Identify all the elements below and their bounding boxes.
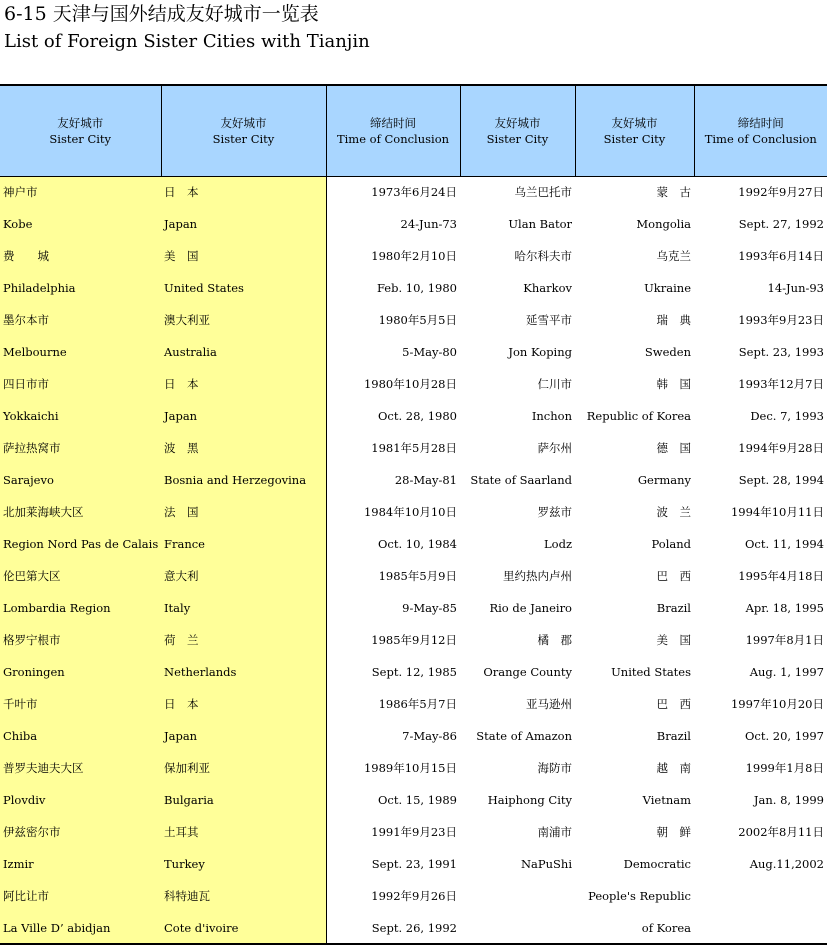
header-row bbox=[0, 85, 827, 176]
sister-city-cell: 千叶市 bbox=[0, 688, 161, 720]
header-time-of-conclusion-1 bbox=[326, 85, 460, 176]
sister-city-cell: 亚马逊州 bbox=[460, 688, 575, 720]
table-row bbox=[0, 176, 827, 208]
conclusion-date-cell: 1994年10月11日 bbox=[694, 496, 827, 528]
table-row bbox=[0, 784, 827, 816]
country-cell: Democratic bbox=[575, 848, 694, 880]
header-sister-city-1 bbox=[0, 85, 161, 176]
country-cell: Poland bbox=[575, 528, 694, 560]
table-row bbox=[0, 464, 827, 496]
country-cell: 乌克兰 bbox=[575, 240, 694, 272]
country-cell: Netherlands bbox=[161, 656, 326, 688]
conclusion-date-cell: Aug. 1, 1997 bbox=[694, 656, 827, 688]
sister-city-cell: Melbourne bbox=[0, 336, 161, 368]
sister-city-cell: NaPuShi bbox=[460, 848, 575, 880]
sister-city-cell: 乌兰巴托市 bbox=[460, 176, 575, 208]
country-cell: Cote d'ivoire bbox=[161, 912, 326, 944]
sister-city-cell: 四日市市 bbox=[0, 368, 161, 400]
country-cell: 波 兰 bbox=[575, 496, 694, 528]
country-cell: 日 本 bbox=[161, 688, 326, 720]
conclusion-date-cell: Sept. 26, 1992 bbox=[326, 912, 460, 944]
table-row bbox=[0, 624, 827, 656]
country-cell: 法 国 bbox=[161, 496, 326, 528]
sister-city-cell: 神户市 bbox=[0, 176, 161, 208]
sister-city-cell: Groningen bbox=[0, 656, 161, 688]
sister-city-cell: Region Nord Pas de Calais bbox=[0, 528, 161, 560]
table-header bbox=[0, 85, 827, 176]
header-sister-city-2 bbox=[161, 85, 326, 176]
header-label-zh: 友好城市 bbox=[0, 115, 161, 131]
table-row bbox=[0, 208, 827, 240]
country-cell: Brazil bbox=[575, 720, 694, 752]
country-cell: Italy bbox=[161, 592, 326, 624]
country-cell: 韩 国 bbox=[575, 368, 694, 400]
header-label-en: Time of Conclusion bbox=[695, 131, 827, 147]
country-cell: Turkey bbox=[161, 848, 326, 880]
sister-city-cell: 南浦市 bbox=[460, 816, 575, 848]
sister-city-cell: 橘 郡 bbox=[460, 624, 575, 656]
header-sister-city-4 bbox=[575, 85, 694, 176]
table-row bbox=[0, 752, 827, 784]
conclusion-date-cell: Oct. 28, 1980 bbox=[326, 400, 460, 432]
sister-city-cell: 萨尔州 bbox=[460, 432, 575, 464]
sister-city-cell: Inchon bbox=[460, 400, 575, 432]
country-cell: Japan bbox=[161, 208, 326, 240]
conclusion-date-cell: 1973年6月24日 bbox=[326, 176, 460, 208]
table-row bbox=[0, 816, 827, 848]
table-row bbox=[0, 560, 827, 592]
sister-city-cell: Philadelphia bbox=[0, 272, 161, 304]
conclusion-date-cell: Dec. 7, 1993 bbox=[694, 400, 827, 432]
country-cell: 朝 鲜 bbox=[575, 816, 694, 848]
sister-city-cell: Ulan Bator bbox=[460, 208, 575, 240]
country-cell: 越 南 bbox=[575, 752, 694, 784]
country-cell: 美 国 bbox=[575, 624, 694, 656]
country-cell: 土耳其 bbox=[161, 816, 326, 848]
conclusion-date-cell bbox=[694, 880, 827, 912]
conclusion-date-cell: Sept. 28, 1994 bbox=[694, 464, 827, 496]
country-cell: Brazil bbox=[575, 592, 694, 624]
sister-city-cell: Kharkov bbox=[460, 272, 575, 304]
table-row bbox=[0, 272, 827, 304]
conclusion-date-cell: Sept. 23, 1991 bbox=[326, 848, 460, 880]
sister-city-cell: Kobe bbox=[0, 208, 161, 240]
sister-city-cell bbox=[460, 880, 575, 912]
country-cell: Japan bbox=[161, 720, 326, 752]
conclusion-date-cell: Oct. 11, 1994 bbox=[694, 528, 827, 560]
table-body bbox=[0, 176, 827, 944]
country-cell: 日 本 bbox=[161, 176, 326, 208]
sister-city-cell: Yokkaichi bbox=[0, 400, 161, 432]
header-label-zh: 友好城市 bbox=[162, 115, 326, 131]
country-cell: United States bbox=[575, 656, 694, 688]
conclusion-date-cell: 1992年9月27日 bbox=[694, 176, 827, 208]
table-row bbox=[0, 368, 827, 400]
country-cell: Republic of Korea bbox=[575, 400, 694, 432]
country-cell: Vietnam bbox=[575, 784, 694, 816]
table-row bbox=[0, 528, 827, 560]
sister-city-cell: Lodz bbox=[460, 528, 575, 560]
sister-city-cell: 罗兹市 bbox=[460, 496, 575, 528]
sister-city-cell: State of Amazon bbox=[460, 720, 575, 752]
sister-city-cell: Rio de Janeiro bbox=[460, 592, 575, 624]
conclusion-date-cell: 1991年9月23日 bbox=[326, 816, 460, 848]
table-row bbox=[0, 912, 827, 944]
conclusion-date-cell: Oct. 15, 1989 bbox=[326, 784, 460, 816]
conclusion-date-cell: Sept. 27, 1992 bbox=[694, 208, 827, 240]
conclusion-date-cell: Oct. 10, 1984 bbox=[326, 528, 460, 560]
sister-city-cell: 延雪平市 bbox=[460, 304, 575, 336]
header-label-en: Sister City bbox=[162, 131, 326, 147]
sister-city-cell: 普罗夫迪夫大区 bbox=[0, 752, 161, 784]
conclusion-date-cell: Sept. 12, 1985 bbox=[326, 656, 460, 688]
table-row bbox=[0, 656, 827, 688]
sister-cities-table bbox=[0, 84, 827, 945]
country-cell: 巴 西 bbox=[575, 688, 694, 720]
sister-city-cell: Sarajevo bbox=[0, 464, 161, 496]
sister-city-cell: La Ville D’ abidjan bbox=[0, 912, 161, 944]
conclusion-date-cell: 1995年4月18日 bbox=[694, 560, 827, 592]
table-row bbox=[0, 240, 827, 272]
conclusion-date-cell: 1993年12月7日 bbox=[694, 368, 827, 400]
conclusion-date-cell: 2002年8月11日 bbox=[694, 816, 827, 848]
sister-city-cell: 里约热内卢州 bbox=[460, 560, 575, 592]
table-row bbox=[0, 496, 827, 528]
header-label-en: Sister City bbox=[576, 131, 694, 147]
conclusion-date-cell: 1999年1月8日 bbox=[694, 752, 827, 784]
conclusion-date-cell: 1989年10月15日 bbox=[326, 752, 460, 784]
conclusion-date-cell: Aug.11,2002 bbox=[694, 848, 827, 880]
conclusion-date-cell: Jan. 8, 1999 bbox=[694, 784, 827, 816]
country-cell: 美 国 bbox=[161, 240, 326, 272]
country-cell: Australia bbox=[161, 336, 326, 368]
country-cell: Bosnia and Herzegovina bbox=[161, 464, 326, 496]
sister-city-cell bbox=[460, 912, 575, 944]
sister-city-cell: 阿比让市 bbox=[0, 880, 161, 912]
conclusion-date-cell: 1984年10月10日 bbox=[326, 496, 460, 528]
header-label-zh: 缔结时间 bbox=[695, 115, 827, 131]
conclusion-date-cell: Sept. 23, 1993 bbox=[694, 336, 827, 368]
country-cell: Ukraine bbox=[575, 272, 694, 304]
sister-city-cell: 北加莱海峡大区 bbox=[0, 496, 161, 528]
country-cell: 日 本 bbox=[161, 368, 326, 400]
sister-city-cell: 伦巴第大区 bbox=[0, 560, 161, 592]
sister-city-cell: 哈尔科夫市 bbox=[460, 240, 575, 272]
sister-city-cell: 费 城 bbox=[0, 240, 161, 272]
conclusion-date-cell: 1981年5月28日 bbox=[326, 432, 460, 464]
table-row bbox=[0, 848, 827, 880]
conclusion-date-cell: 7-May-86 bbox=[326, 720, 460, 752]
table-row bbox=[0, 432, 827, 464]
table-row bbox=[0, 304, 827, 336]
country-cell: Germany bbox=[575, 464, 694, 496]
conclusion-date-cell: 24-Jun-73 bbox=[326, 208, 460, 240]
conclusion-date-cell: 1997年8月1日 bbox=[694, 624, 827, 656]
table-row bbox=[0, 400, 827, 432]
conclusion-date-cell: 1985年9月12日 bbox=[326, 624, 460, 656]
sister-city-cell: State of Saarland bbox=[460, 464, 575, 496]
country-cell: Japan bbox=[161, 400, 326, 432]
country-cell: Mongolia bbox=[575, 208, 694, 240]
conclusion-date-cell: 5-May-80 bbox=[326, 336, 460, 368]
conclusion-date-cell: 1986年5月7日 bbox=[326, 688, 460, 720]
table-title-en: List of Foreign Sister Cities with Tianjin bbox=[4, 31, 370, 53]
conclusion-date-cell bbox=[694, 912, 827, 944]
country-cell: 巴 西 bbox=[575, 560, 694, 592]
header-label-zh: 友好城市 bbox=[461, 115, 575, 131]
sister-city-cell: 海防市 bbox=[460, 752, 575, 784]
table-row bbox=[0, 336, 827, 368]
header-label-zh: 友好城市 bbox=[576, 115, 694, 131]
conclusion-date-cell: 1993年6月14日 bbox=[694, 240, 827, 272]
table-row bbox=[0, 688, 827, 720]
country-cell: People's Republic bbox=[575, 880, 694, 912]
sister-city-cell: 萨拉热窝市 bbox=[0, 432, 161, 464]
table-row bbox=[0, 592, 827, 624]
country-cell: 瑞 典 bbox=[575, 304, 694, 336]
sister-city-cell: Orange County bbox=[460, 656, 575, 688]
country-cell: 意大利 bbox=[161, 560, 326, 592]
country-cell: 荷 兰 bbox=[161, 624, 326, 656]
conclusion-date-cell: Oct. 20, 1997 bbox=[694, 720, 827, 752]
conclusion-date-cell: 1980年5月5日 bbox=[326, 304, 460, 336]
country-cell: France bbox=[161, 528, 326, 560]
header-label-en: Sister City bbox=[461, 131, 575, 147]
sister-city-cell: 伊兹密尔市 bbox=[0, 816, 161, 848]
conclusion-date-cell: 1992年9月26日 bbox=[326, 880, 460, 912]
header-label-en: Time of Conclusion bbox=[327, 131, 460, 147]
sister-city-cell: Plovdiv bbox=[0, 784, 161, 816]
header-sister-city-3 bbox=[460, 85, 575, 176]
sister-city-cell: Chiba bbox=[0, 720, 161, 752]
conclusion-date-cell: 1997年10月20日 bbox=[694, 688, 827, 720]
sister-city-cell: Lombardia Region bbox=[0, 592, 161, 624]
country-cell: 德 国 bbox=[575, 432, 694, 464]
sister-city-cell: 仁川市 bbox=[460, 368, 575, 400]
country-cell: Sweden bbox=[575, 336, 694, 368]
conclusion-date-cell: 1994年9月28日 bbox=[694, 432, 827, 464]
country-cell: Bulgaria bbox=[161, 784, 326, 816]
table-row bbox=[0, 720, 827, 752]
country-cell: 保加利亚 bbox=[161, 752, 326, 784]
country-cell: 科特迪瓦 bbox=[161, 880, 326, 912]
country-cell: 波 黑 bbox=[161, 432, 326, 464]
country-cell: 澳大利亚 bbox=[161, 304, 326, 336]
sister-city-cell: Jon Koping bbox=[460, 336, 575, 368]
country-cell: 蒙 古 bbox=[575, 176, 694, 208]
conclusion-date-cell: 1980年2月10日 bbox=[326, 240, 460, 272]
sister-city-cell: 格罗宁根市 bbox=[0, 624, 161, 656]
table-row bbox=[0, 880, 827, 912]
sister-city-cell: Izmir bbox=[0, 848, 161, 880]
country-cell: United States bbox=[161, 272, 326, 304]
header-label-en: Sister City bbox=[0, 131, 161, 147]
header-time-of-conclusion-2 bbox=[694, 85, 827, 176]
header-label-zh: 缔结时间 bbox=[327, 115, 460, 131]
conclusion-date-cell: 9-May-85 bbox=[326, 592, 460, 624]
conclusion-date-cell: 28-May-81 bbox=[326, 464, 460, 496]
conclusion-date-cell: 14-Jun-93 bbox=[694, 272, 827, 304]
sister-city-cell: 墨尔本市 bbox=[0, 304, 161, 336]
country-cell: of Korea bbox=[575, 912, 694, 944]
conclusion-date-cell: Feb. 10, 1980 bbox=[326, 272, 460, 304]
table-title-zh: 6-15 天津与国外结成友好城市一览表 bbox=[4, 2, 319, 26]
conclusion-date-cell: 1980年10月28日 bbox=[326, 368, 460, 400]
conclusion-date-cell: 1993年9月23日 bbox=[694, 304, 827, 336]
conclusion-date-cell: 1985年5月9日 bbox=[326, 560, 460, 592]
sister-city-cell: Haiphong City bbox=[460, 784, 575, 816]
conclusion-date-cell: Apr. 18, 1995 bbox=[694, 592, 827, 624]
